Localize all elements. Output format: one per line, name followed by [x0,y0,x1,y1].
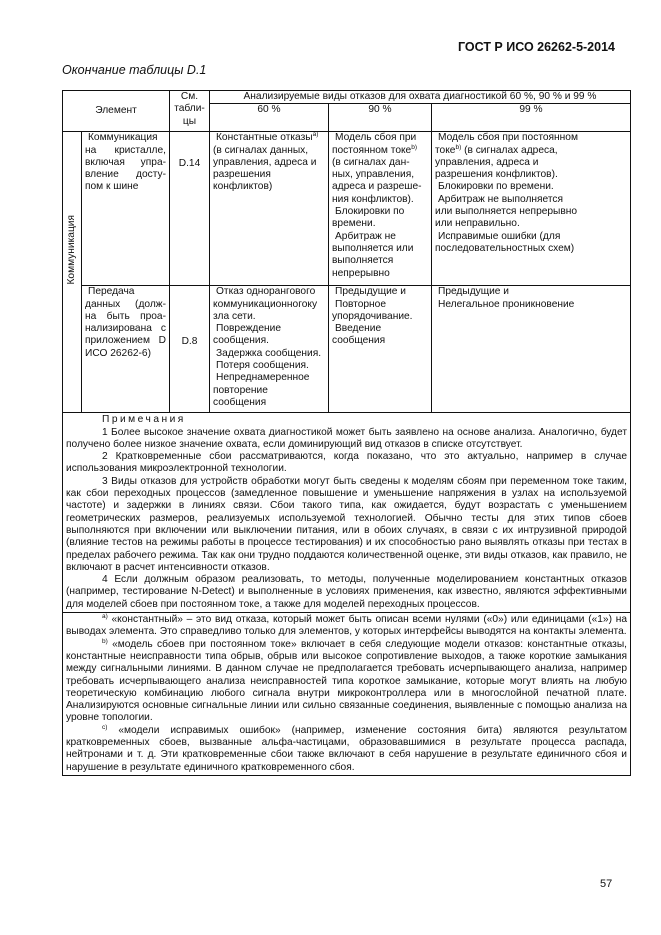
cell-line: Арбитраж не выполняется [438,193,564,205]
cov60-cell [210,286,329,413]
cell-line: Модель сбоя при [335,132,417,144]
footnote-item [66,725,627,774]
footnote-mark: b) [102,637,108,645]
notes-row [63,413,631,613]
footnotes-cell [63,613,631,776]
cov60-cell [210,132,329,286]
cell-line: ных, управления, [332,169,415,181]
element-line: Передача [88,286,135,298]
failure-modes-table [62,90,631,776]
cell-line: зла сети. [213,310,256,322]
cell-line: Непреднамеренное [216,372,310,384]
header-cov99: 99 % [432,104,631,132]
element-line: нализирована с [85,323,166,335]
header-analyzed: Анализируемые виды отказов для охвата диагностикой 60 %, 90 % и 99 % [210,91,631,104]
cell-line: сообщения [332,335,386,347]
cell-line: или неправильно. [435,218,520,230]
footnote-mark: a) [312,131,319,139]
cell-line: Потеря сообщения. [216,360,309,372]
element-line: вление досту- [85,169,166,181]
cell-line: разрешения [213,169,271,181]
header-element: Элемент [63,91,170,132]
header-ref-line: табли- [174,103,205,115]
cov99-cell [432,286,631,413]
footnote-text: «модели исправимых ошибок» (например, изменение состояния бита) являются результатом кратковременных сбоев, вызванные альфа-частицами, образовавшимися в результате процесса распада, нейтронами и т. д. Эти кратковременные сбои также включают в себя нарушение в результате единичного сбоя и нарушение в результате единичного кратковременного сбоя. [66,724,627,773]
cell-line: адреса и разреше- [332,181,422,193]
cov90-cell [329,132,432,286]
cell-text: (в сигналах адреса, [461,144,558,156]
cell-text: Константные отказы [216,132,313,144]
cell-line: (в сигналах данных, [213,144,309,156]
cell-line: Нелегальное проникновение [438,298,575,310]
cell-line: (в сигналах дан- [332,156,410,168]
cell-line: ния конфликтов). [332,193,414,205]
header-ref-line: цы [182,115,197,127]
element-cell [82,286,170,413]
note-item: 1 Более высокое значение охвата диагностикой может быть заявлено на основе анализа. Аналогично, будет получено более низкое значение охвата, если доминирующий вид отказов в списке отсутствует. [66,426,627,450]
cell-line [435,145,627,157]
notes-title: Примечания [102,414,186,426]
element-line: приложением D [85,335,166,347]
table-caption: Окончание таблицы D.1 [62,63,207,77]
footnote-mark: b) [455,143,462,151]
footnote-text: «модель сбоев при постоянном токе» включает в себя следующие модели отказов: константные отказы, константные неисправности типа обрыв, обрыв или высокое сопротивление выходов, а также короткие замыкания между сигнальными линиями. В данном случае не предполагается требовать исчерпывающего анализа, например требовать исчерпывающего анализа неисправностей типа короткое замыкание, которые могут влиять на любую теоретическую комбинацию любого сигнала внутри микроконтроллера или в многослойной печатной плате. Анализируются основные сигнальные линии или сильно связанные соединения, выявленные с помощью анализа на уровне топологии. [66,638,627,724]
note-item: 4 Если должным образом реализовать, то методы, полученные моделированием константных отказов (например, тестирование N-Detect) и выполненные в условиях применения, как известно, являются эффективными для моделей сбоев при постоянном токе, а также для моделей переходных процессов. [66,574,627,610]
cov99-cell [432,132,631,286]
cell-line: Повреждение [216,323,282,335]
cell-line: Арбитраж не [335,230,396,242]
header-cov90: 90 % [329,104,432,132]
header-ref [170,91,210,132]
cell-line: упорядочивание. [332,310,413,322]
element-line: данных (долж- [85,298,166,310]
cell-line: Модель сбоя при постоянном [438,132,578,144]
cell-line: коммуникационногоку [213,298,318,310]
ref-cell: D.14 [170,132,210,286]
header-ref-line: См. [180,91,199,102]
cell-line: управления, адреса и [435,156,539,168]
footnote-mark: b) [411,143,417,151]
page-number: 57 [600,878,613,890]
standard-code: ГОСТ Р ИСО 26262-5-2014 [457,40,615,54]
cell-line: конфликтов) [213,181,273,193]
cell-text: постоянном токе [332,144,412,156]
cell-line: Предыдущие и [438,286,509,298]
footnote-mark: a) [102,613,108,621]
cell-line [332,145,428,157]
cell-line: повторение [213,384,268,396]
element-line: ИСО 26262-6) [85,347,151,359]
table-row [63,286,631,413]
cell-line: Блокировки по [335,206,405,218]
cell-line: Задержка сообщения. [216,347,322,359]
element-cell [82,132,170,286]
table-row [63,132,631,286]
cell-text: токе [435,144,456,156]
cell-line: Введение [335,323,382,335]
element-line: на быть проа- [85,310,166,322]
cell-line: сообщения. [213,335,269,347]
footnote-mark: c) [102,723,108,731]
notes-cell [63,413,631,613]
cell-line: непрерывно [332,267,390,279]
cell-line: последовательностных схем) [435,242,575,254]
cell-line: разрешения конфликтов). [435,169,558,181]
cell-line: Повторное [335,298,387,310]
footnotes-row [63,613,631,776]
note-item: 3 Виды отказов для устройств обработки могут быть сведены к моделям сбоям при переменном токе таким, как сбои переходных процессов (замедленное повышение и уменьшение напряжения в узлах на используемой частоте) и задержки в линиях связи. Сбои такого типа, как ожидается, будут возрастать с уменьшением геометрических размеров, реализуемых используемой технологией. Обычно тесты для этих типов сбоев выполняются при включении или выключении питания, или в обоих случаях, в связи с их интрузивной природой (влияние тестов на режимы работы в процессе тестирования) и их способностью рано выявлять отказы при тестах в пределах рабочего режима. Так как они трудно поддаются количественной оценке, эти виды отказов, как правило, не включают в расчет интенсивности отказов. [66,475,627,573]
cell-line: управления, адреса и [213,156,317,168]
footnote-text: «константный» – это вид отказа, который может быть описан всеми нулями («0») или единицами («1») на выводах элемента. Это справедливо только для элементов, у которых интерфейсы выводятся на контакты элемента. [66,614,627,638]
element-line: включая упра- [85,156,166,168]
cell-line [213,132,325,144]
element-line: на кристалле, [85,144,166,156]
header-cov60: 60 % [210,104,329,132]
cell-line: Исправимые ошибки (для [438,230,561,242]
cov90-cell [329,286,432,413]
cell-line: выполняется [332,255,394,267]
group-label: Коммуникация [65,214,77,285]
cell-line: сообщения [213,396,267,408]
cell-line: Предыдущие и [335,286,406,298]
element-line: Коммуникация [88,132,158,144]
footnote-item [66,614,627,639]
cell-line: времени. [332,218,376,230]
cell-line: или выполняется непрерывно [435,206,578,218]
footnote-item [66,639,627,725]
group-cell [63,132,82,413]
cell-line: Отказ однорангового [216,286,316,298]
note-item: 2 Кратковременные сбои рассматриваются, когда показано, что это актуально, например в случае использования микроэлектронной технологии. [66,451,627,475]
header-row-1 [63,91,631,104]
element-line: пом к шине [85,181,139,193]
cell-line: Блокировки по времени. [438,181,554,193]
cell-line: выполняется или [332,242,414,254]
ref-cell: D.8 [170,286,210,413]
